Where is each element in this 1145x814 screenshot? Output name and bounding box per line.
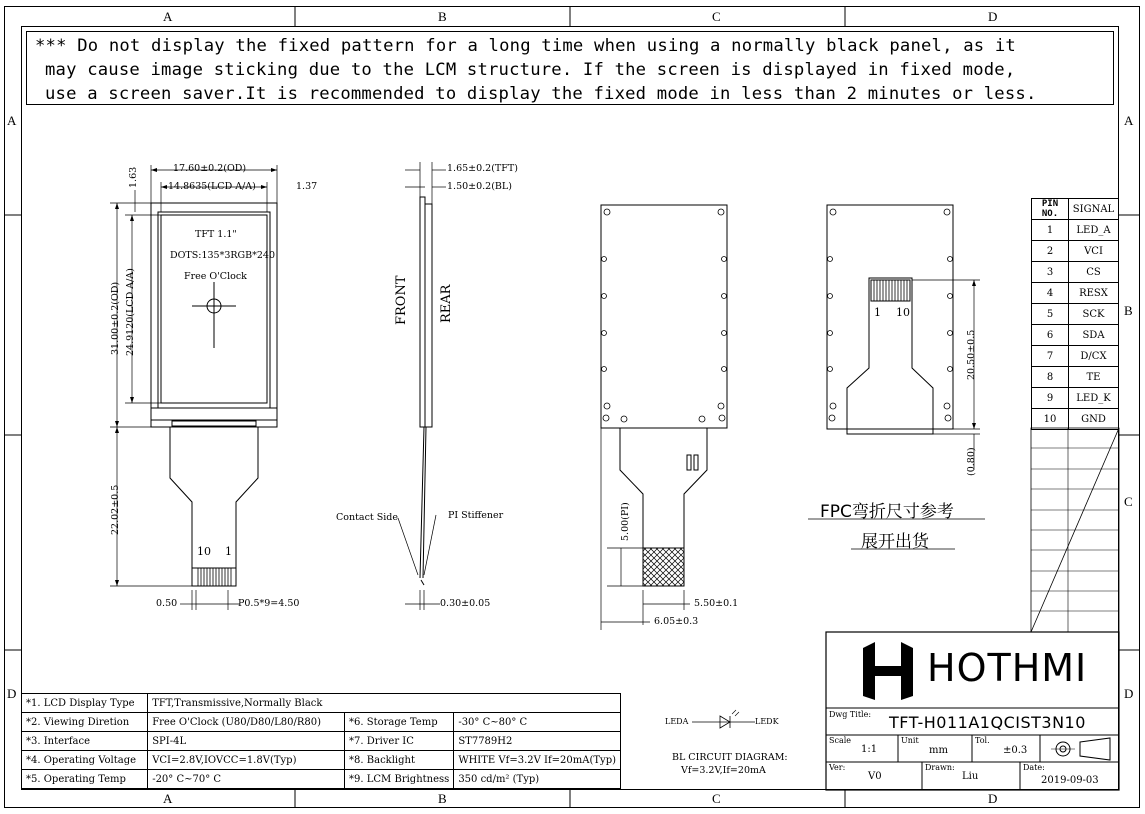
pin-no: 9 — [1032, 388, 1069, 409]
dim-right-margin: 1.37 — [296, 181, 318, 192]
dim-od-width: 17.60±0.2(OD) — [173, 163, 247, 174]
drawing-number: TFT-H011A1QCIST3N10 — [889, 713, 1086, 732]
dim-od-height: 31.00±0.2(OD) — [110, 281, 121, 355]
pi-stiffener-label: PI Stiffener — [448, 510, 504, 521]
table-row — [22, 751, 621, 770]
table-row — [22, 713, 621, 732]
fpc-pin-10-label: 10 — [197, 545, 211, 558]
drawn-value: Liu — [962, 771, 979, 782]
table-row — [22, 694, 621, 713]
ledk-label: LEDK — [755, 717, 779, 726]
note-line-2: may cause image sticking due to the LCM structure. If the screen is displayed in fixed mode, — [45, 60, 1016, 80]
zone-col-d-bottom: D — [988, 791, 998, 806]
bent-pin-10-label: 10 — [896, 306, 910, 319]
table-row — [1032, 409, 1119, 430]
dim-6-05: 6.05±0.3 — [654, 616, 699, 627]
table-row — [1032, 346, 1119, 367]
zone-row-d-right: D — [1124, 686, 1134, 701]
pin-table-header — [1032, 199, 1119, 220]
unit-value: mm — [929, 745, 948, 756]
table-row — [1032, 304, 1119, 325]
table-row — [22, 732, 621, 751]
pin-no: 2 — [1032, 241, 1069, 262]
pin-signal: TE — [1069, 367, 1119, 388]
rear-label: REAR — [439, 284, 454, 323]
table-row — [1032, 283, 1119, 304]
pin-no-header: PIN NO. — [1032, 199, 1069, 220]
lcd-dots: DOTS:135*3RGB*240 — [170, 250, 275, 261]
spec-label: *3. Interface — [22, 732, 148, 751]
zone-col-b-bottom: B — [438, 791, 447, 806]
ship-unfolded-caption: 展开出货 — [861, 532, 929, 552]
spec-value: SPI-4L — [148, 732, 345, 751]
pin-no: 7 — [1032, 346, 1069, 367]
dim-pin-offset: 0.50 — [156, 598, 178, 609]
pin-signal: SCK — [1069, 304, 1119, 325]
spec-value: ST7789H2 — [454, 732, 621, 751]
spec-value: WHITE Vf=3.2V If=20mA(Typ) — [454, 751, 621, 770]
dim-fpc-length: 22.02±0.5 — [110, 484, 121, 535]
contact-side-label: Contact Side — [336, 512, 398, 523]
dim-aa-width: 14.8635(LCD A/A) — [168, 181, 256, 192]
date-value: 2019-09-03 — [1041, 775, 1099, 786]
zone-col-c-bottom: C — [712, 791, 721, 806]
spec-value: Free O'Clock (U80/D80/L80/R80) — [148, 713, 345, 732]
pin-signal: D/CX — [1069, 346, 1119, 367]
dim-top-margin: 1.63 — [128, 166, 139, 188]
fpc-pin-1-label: 1 — [225, 545, 232, 558]
ver-value: V0 — [868, 771, 882, 782]
zone-col-d-top: D — [988, 9, 998, 24]
fpc-bend-caption: FPC弯折尺寸参考 — [820, 502, 954, 522]
spec-value: TFT,Transmissive,Normally Black — [148, 694, 621, 713]
tolerance-value: ±0.3 — [1003, 745, 1028, 756]
pin-signal: LED_K — [1069, 388, 1119, 409]
tolerance-label: Tol. — [975, 736, 990, 745]
dim-fpc-thickness: 0.30±0.05 — [440, 598, 491, 609]
table-row — [1032, 325, 1119, 346]
unit-label: Unit — [901, 736, 919, 745]
dim-tft-thickness: 1.65±0.2(TFT) — [447, 163, 518, 174]
date-label: Date: — [1023, 763, 1045, 772]
zone-col-c-top: C — [712, 9, 721, 24]
bent-pin-1-label: 1 — [874, 306, 881, 319]
zone-col-b-top: B — [438, 9, 447, 24]
table-row — [22, 770, 621, 789]
dim-pitch: P0.5*9=4.50 — [238, 598, 300, 609]
pin-no: 1 — [1032, 220, 1069, 241]
table-row — [1032, 388, 1119, 409]
spec-table — [21, 693, 621, 789]
ver-label: Ver: — [829, 763, 846, 772]
pin-no: 4 — [1032, 283, 1069, 304]
spec-label: *8. Backlight — [345, 751, 454, 770]
pin-signal: RESX — [1069, 283, 1119, 304]
lcd-viewing: Free O'Clock — [184, 271, 247, 282]
spec-value: -20° C~70° C — [148, 770, 345, 789]
dwg-title-label: Dwg Title: — [829, 710, 872, 719]
brand-wordmark: HOTHMI — [927, 646, 1088, 690]
signal-header: SIGNAL — [1069, 199, 1119, 220]
spec-label: *4. Operating Voltage — [22, 751, 148, 770]
note-line-1: *** Do not display the fixed pattern for a long time when using a normally black panel, as it — [35, 36, 1016, 56]
zone-col-a-top: A — [163, 9, 173, 24]
dim-5-50: 5.50±0.1 — [694, 598, 739, 609]
spec-value: VCI=2.8V,IOVCC=1.8V(Typ) — [148, 751, 345, 770]
table-row — [1032, 367, 1119, 388]
spec-label: *5. Operating Temp — [22, 770, 148, 789]
pin-signal: GND — [1069, 409, 1119, 430]
hothmi-logo-icon — [855, 638, 921, 704]
front-label: FRONT — [394, 275, 409, 325]
dim-bl-thickness: 1.50±0.2(BL) — [447, 181, 512, 192]
pin-signal: LED_A — [1069, 220, 1119, 241]
zone-row-a-left: A — [7, 113, 17, 128]
pin-signal: SDA — [1069, 325, 1119, 346]
pin-no: 5 — [1032, 304, 1069, 325]
dim-bent-height: 20.50±0.5 — [966, 329, 977, 380]
zone-row-c-right: C — [1124, 494, 1133, 509]
dim-aa-height: 24.9120(LCD A/A) — [125, 268, 136, 356]
zone-row-d-left: D — [7, 686, 17, 701]
dim-bent-gap: (0.80) — [966, 447, 977, 476]
pin-no: 6 — [1032, 325, 1069, 346]
bl-circuit-caption: BL CIRCUIT DIAGRAM: — [672, 752, 788, 763]
pin-signal: CS — [1069, 262, 1119, 283]
lcd-title: TFT 1.1" — [195, 229, 237, 240]
zone-col-a-bottom: A — [163, 791, 173, 806]
table-row — [1032, 241, 1119, 262]
leda-label: LEDA — [665, 717, 689, 726]
pin-no: 3 — [1032, 262, 1069, 283]
pin-table — [1031, 198, 1119, 430]
hothmi-logo — [855, 638, 921, 704]
spec-label: *2. Viewing Diretion — [22, 713, 148, 732]
spec-label: *1. LCD Display Type — [22, 694, 148, 713]
spec-value: -30° C~80° C — [454, 713, 621, 732]
scale-value: 1:1 — [861, 744, 878, 755]
table-row — [1032, 262, 1119, 283]
spec-label: *9. LCM Brightness — [345, 770, 454, 789]
pin-no: 8 — [1032, 367, 1069, 388]
spec-label: *7. Driver IC — [345, 732, 454, 751]
bl-circuit-values: Vf=3.2V,If=20mA — [681, 765, 766, 776]
scale-label: Scale — [829, 736, 852, 745]
drawn-label: Drawn: — [925, 763, 955, 772]
spec-value: 350 cd/m² (Typ) — [454, 770, 621, 789]
note-line-3: use a screen saver.It is recommended to display the fixed mode in less than 2 minutes or less. — [45, 84, 1037, 104]
dim-pi-stiffener: 5.00(PI) — [620, 502, 631, 541]
spec-label: *6. Storage Temp — [345, 713, 454, 732]
table-row — [1032, 220, 1119, 241]
zone-row-b-right: B — [1124, 303, 1133, 318]
pin-signal: VCI — [1069, 241, 1119, 262]
pin-no: 10 — [1032, 409, 1069, 430]
zone-row-a-right: A — [1124, 113, 1134, 128]
